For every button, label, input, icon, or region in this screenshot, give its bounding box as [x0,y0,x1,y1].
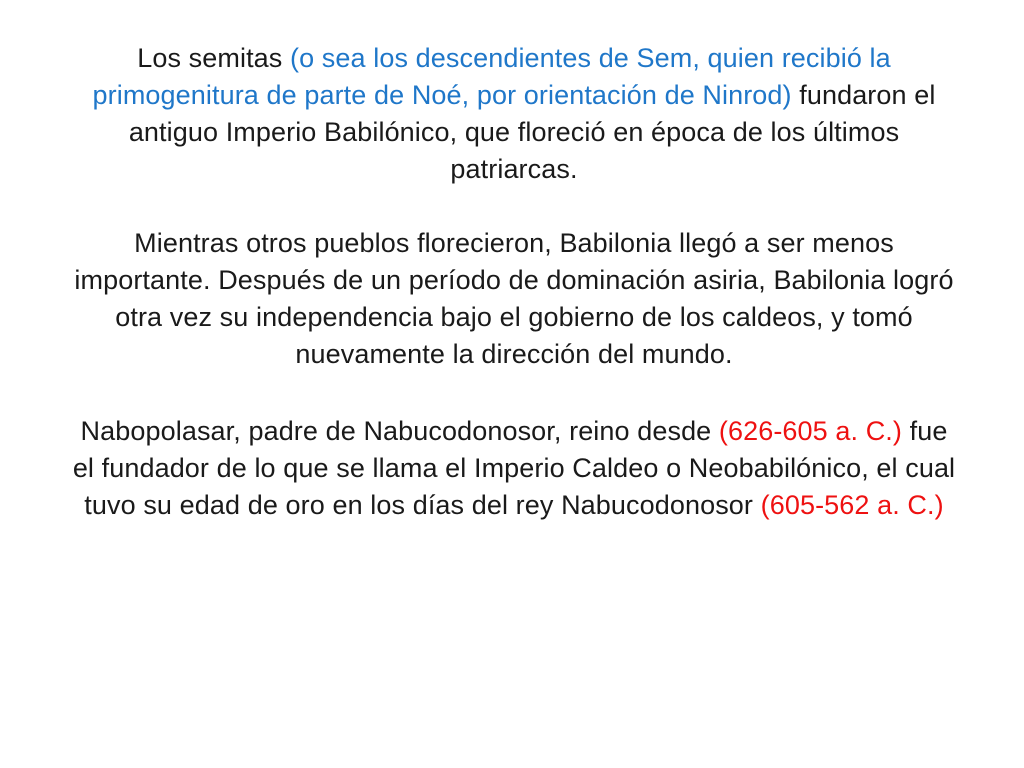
date-range-red-span: (605-562 a. C.) [760,490,944,520]
highlight-blue-span: (o sea los descendientes de Sem, quien recibió la primogenitura de parte de Noé, por orientación de Ninrod) [92,43,891,110]
text-span: Mientras otros pueblos florecieron, Babilonia llegó a ser menos importante. Después de un período de dominación asiria, Babilonia logró otra vez su independencia bajo el gobierno de los caldeos, y tomó nuevamente la dirección del mundo. [74,228,954,369]
text-span: fue el fundador de lo que se llama el Imperio Caldeo o Neobabilónico, el cual tuvo su edad de oro en los días del rey Nabucodonosor [72,416,956,520]
paragraph-babilonia [68,225,960,373]
text-span: Los semitas [137,43,290,73]
slide-body [68,40,960,740]
paragraph-semitas [68,40,960,188]
text-span: fundaron el antiguo Imperio Babilónico, que floreció en época de los últimos patriarcas. [128,80,936,184]
text-span: Nabopolasar, padre de Nabucodonosor, reino desde [80,416,719,446]
paragraph-nabopolasar [68,413,960,524]
date-range-red-span: (626-605 a. C.) [718,416,902,446]
